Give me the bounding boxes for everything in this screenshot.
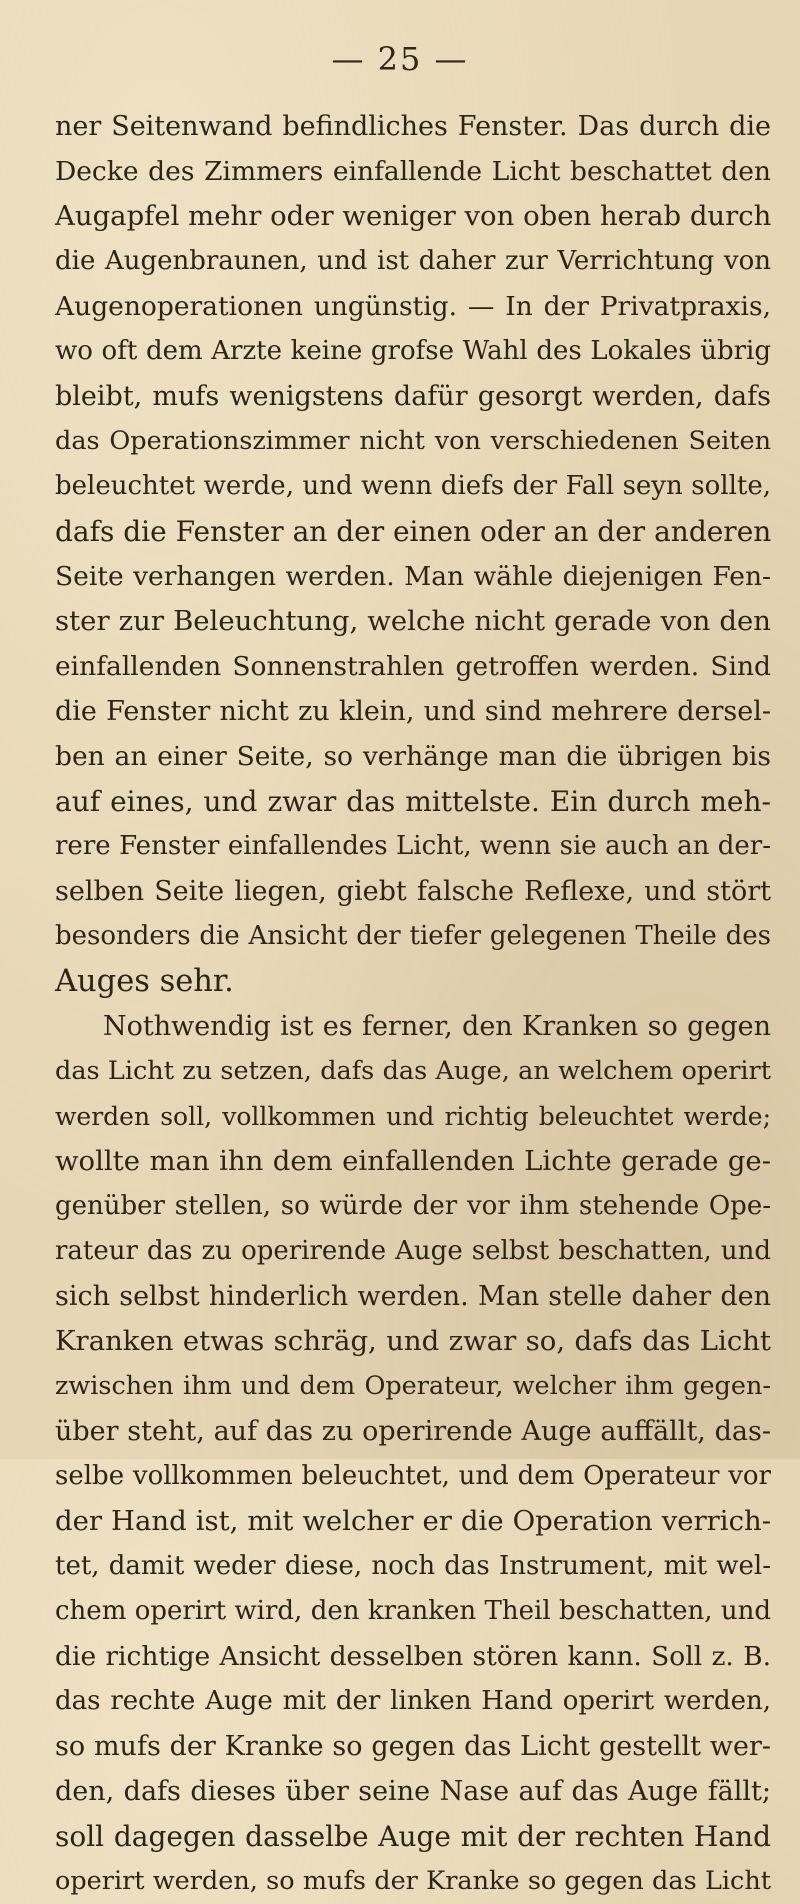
text-line: zwischen ihm und dem Operateur, welcher ihm gegen- bbox=[55, 1371, 771, 1401]
text-line: operirt werden, so mufs der Kranke so gegen das Licht bbox=[55, 1866, 771, 1896]
text-line: werden soll, vollkommen und richtig beleuchtet werde; bbox=[55, 1102, 771, 1131]
text-line: so mufs der Kranke so gegen das Licht gestellt wer- bbox=[55, 1731, 771, 1762]
text-line: Kranken etwas schräg, und zwar so, dafs das Licht bbox=[55, 1325, 771, 1357]
body-text bbox=[55, 104, 771, 1904]
page-number: — 25 — bbox=[331, 40, 469, 78]
text-line: besonders die Ansicht der tiefer gelegenen Theile des bbox=[55, 921, 771, 951]
text-line: die Fenster nicht zu klein, und sind mehrere dersel- bbox=[55, 696, 771, 727]
text-line: den, dafs dieses über seine Nase auf das Auge fällt; bbox=[55, 1776, 771, 1807]
text-line: Seite verhangen werden. Man wähle diejenigen Fen- bbox=[55, 561, 771, 592]
text-line: ster zur Beleuchtung, welche nicht gerade von den bbox=[55, 605, 771, 637]
text-line: beleuchtet werde, und wenn diefs der Fall seyn sollte, bbox=[55, 471, 771, 501]
text-line: rateur das zu operirende Auge selbst beschatten, und bbox=[55, 1236, 771, 1266]
text-line: Augapfel mehr oder weniger von oben herab durch bbox=[55, 200, 772, 232]
text-line: selbe vollkommen beleuchtet, und dem Operateur vor bbox=[55, 1461, 771, 1491]
text-line: über steht, auf das zu operirende Auge auffällt, das- bbox=[55, 1416, 771, 1447]
paragraph-start-line: Nothwendig ist es ferner, den Kranken so gegen bbox=[103, 1011, 771, 1042]
text-line: einfallenden Sonnenstrahlen getroffen werden. Sind bbox=[55, 651, 771, 682]
text-line: bleibt, mufs wenigstens dafür gesorgt werden, dafs bbox=[55, 381, 771, 412]
text-line: dafs die Fenster an der einen oder an der anderen bbox=[55, 515, 772, 548]
text-line: wo oft dem Arzte keine grofse Wahl des Lokales übrig bbox=[55, 336, 771, 366]
text-line: genüber stellen, so würde der vor ihm stehende Ope- bbox=[55, 1191, 771, 1221]
text-line: die Augenbraunen, und ist daher zur Verrichtung von bbox=[55, 246, 771, 276]
text-line: wollte man ihn dem einfallenden Lichte gerade ge- bbox=[55, 1145, 771, 1177]
text-line: chem operirt wird, den kranken Theil beschatten, und bbox=[55, 1596, 771, 1626]
text-line: der Hand ist, mit welcher er die Operation verrich- bbox=[55, 1505, 771, 1537]
text-line: ben an einer Seite, so verhänge man die übrigen bis bbox=[55, 741, 771, 772]
text-line: rere Fenster einfallendes Licht, wenn sie auch an der- bbox=[55, 831, 771, 861]
text-line: ner Seitenwand befindliches Fenster. Das durch die bbox=[55, 111, 771, 142]
text-line: das rechte Auge mit der linken Hand operirt werden, bbox=[55, 1686, 771, 1716]
text-line: das Licht zu setzen, dafs das Auge, an welchem operirt bbox=[55, 1056, 771, 1086]
text-line: Augenoperationen ungünstig. — In der Privatpraxis, bbox=[55, 291, 771, 322]
text-line: soll dagegen dasselbe Auge mit der rechten Hand bbox=[55, 1820, 771, 1853]
text-line: das Operationszimmer nicht von verschiedenen Seiten bbox=[55, 426, 771, 456]
text-line: selben Seite liegen, giebt falsche Reflexe, und stört bbox=[55, 876, 771, 907]
text-line: Decke des Zimmers einfallende Licht beschattet den bbox=[55, 156, 771, 187]
text-line: die richtige Ansicht desselben stören kann. Soll z. B. bbox=[55, 1641, 771, 1672]
paragraph-end-line: Auges sehr. bbox=[55, 964, 234, 999]
text-line: auf eines, und zwar das mittelste. Ein durch meh- bbox=[55, 785, 771, 818]
text-line: sich selbst hinderlich werden. Man stelle daher den bbox=[55, 1281, 771, 1312]
text-line: tet, damit weder diese, noch das Instrument, mit wel- bbox=[55, 1551, 771, 1581]
